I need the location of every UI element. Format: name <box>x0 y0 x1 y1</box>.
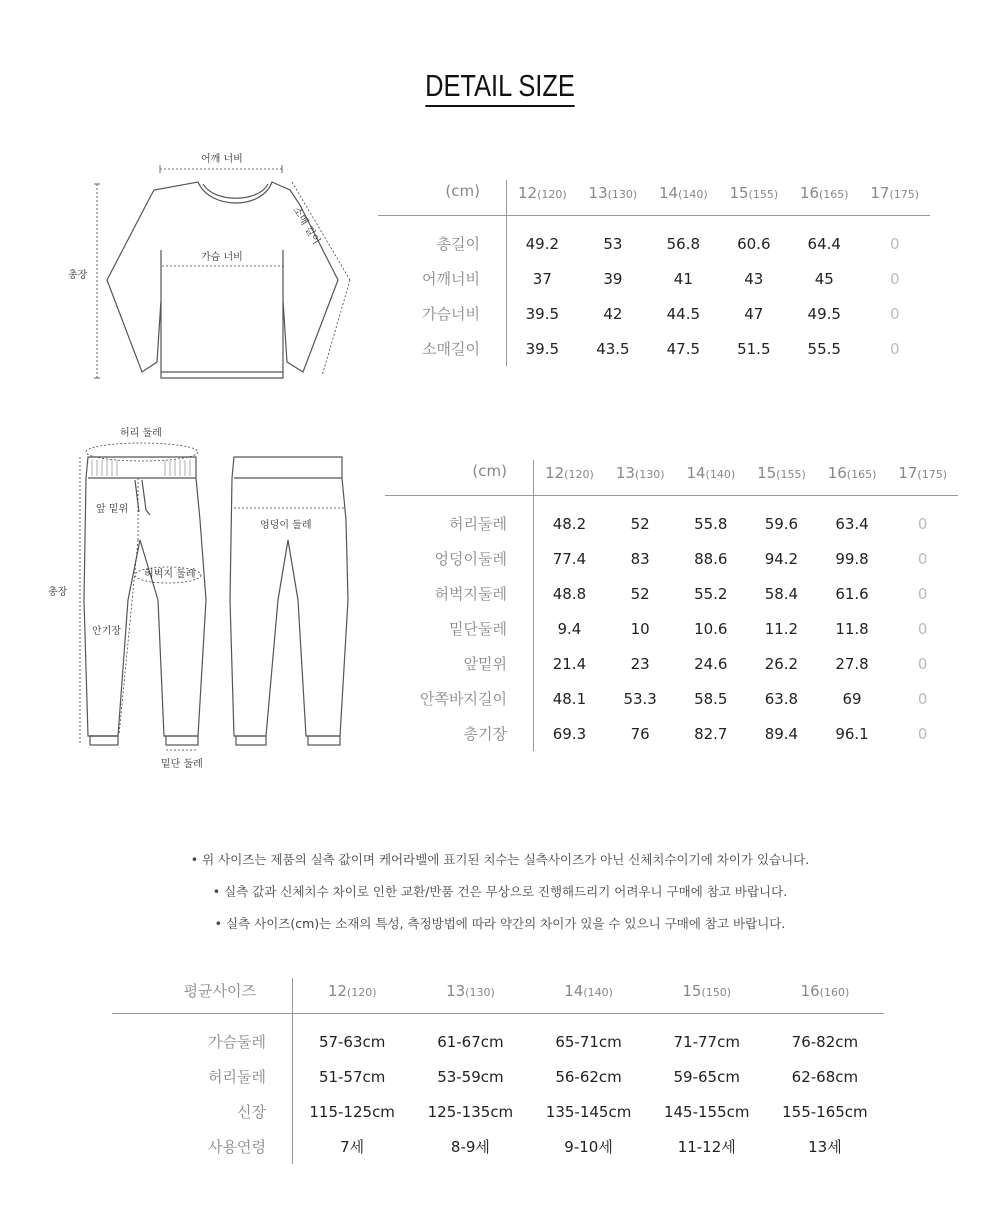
header-row <box>112 978 884 1014</box>
size-header <box>648 180 718 216</box>
size-age: (160) <box>819 986 850 999</box>
size-number: 13 <box>615 464 635 482</box>
size-age: (175) <box>917 468 948 481</box>
cell-value: 47 <box>744 304 764 323</box>
size-header <box>530 978 648 1014</box>
cell-value: 89.4 <box>764 724 799 743</box>
empty-value: 0 <box>889 339 900 358</box>
cell-value: 115-125cm <box>309 1102 395 1121</box>
note-item: • 실측 사이즈(cm)는 소재의 특성, 측정방법에 따라 약간의 차이가 있을 수 있으니 구매에 참고 바랍니다. <box>214 916 786 931</box>
cell-value: 24.6 <box>694 654 728 673</box>
size-header <box>534 460 605 496</box>
note-item: • 실측 값과 신체치수 차이로 인한 교환/반품 건은 무상으로 진행해드리기 어려우니 구매에 참고 바랍니다. <box>212 884 788 899</box>
cell-value: 76-82cm <box>791 1032 859 1051</box>
row-label: 가슴너비 <box>378 296 507 331</box>
cell-value: 56-62cm <box>555 1067 622 1086</box>
cell-value: 69 <box>842 689 862 708</box>
shoulder-width-label: 어깨 너비 <box>201 154 243 165</box>
cell-value: 39 <box>603 269 623 288</box>
size-age: (175) <box>889 188 920 201</box>
waist-label: 허리 둘레 <box>120 428 162 439</box>
row-label: 허리둘레 <box>385 496 534 542</box>
cell-value: 41 <box>673 269 693 288</box>
cell-value: 62-68cm <box>791 1067 859 1086</box>
size-number: 14 <box>686 464 706 482</box>
cell-value: 48.2 <box>552 514 587 533</box>
row-label: 앞밑위 <box>385 646 534 681</box>
cell-value: 88.6 <box>694 549 728 568</box>
cell-value: 43 <box>744 269 764 288</box>
size-age: (155) <box>776 468 806 481</box>
size-number: 16 <box>800 982 820 1000</box>
cell-value: 39.5 <box>525 304 560 323</box>
cell-value: 64.4 <box>807 234 841 253</box>
size-number: 12 <box>517 184 538 202</box>
size-header <box>746 460 817 496</box>
pants-back-illustration <box>230 457 348 745</box>
cell-value: 21.4 <box>552 654 587 673</box>
empty-value: 0 <box>889 234 900 253</box>
size-age: (120) <box>346 986 377 999</box>
front-rise-label: 앞 밑위 <box>96 504 129 515</box>
cell-value: 61.6 <box>835 584 869 603</box>
row-label: 총길이 <box>378 216 507 262</box>
size-age: (130) <box>634 468 665 481</box>
cell-value: 11.2 <box>764 619 799 638</box>
cell-value: 42 <box>603 304 623 323</box>
row-label: 안쪽바지길이 <box>385 681 534 716</box>
table-row <box>385 541 958 576</box>
size-number: 16 <box>827 464 847 482</box>
size-number: 17 <box>870 184 890 202</box>
cell-value: 8-9세 <box>450 1138 490 1156</box>
row-label: 가슴둘레 <box>112 1014 293 1060</box>
cell-value: 44.5 <box>666 304 701 323</box>
size-header <box>859 180 930 216</box>
top-size-table <box>378 180 930 366</box>
table-row <box>378 331 930 366</box>
cell-value: 11.8 <box>835 619 869 638</box>
size-header <box>789 180 859 216</box>
inseam-label: 안기장 <box>92 626 121 637</box>
cell-value: 94.2 <box>764 549 799 568</box>
cell-value: 27.8 <box>835 654 869 673</box>
cell-value: 23 <box>630 654 650 673</box>
empty-value: 0 <box>917 654 928 673</box>
sleeve-length-label: 소매 길이 <box>290 205 322 247</box>
cell-value: 7세 <box>340 1138 365 1156</box>
cell-value: 145-155cm <box>663 1102 750 1121</box>
size-number: 13 <box>446 982 466 1000</box>
cell-value: 65-71cm <box>555 1032 622 1051</box>
size-age: (140) <box>705 468 736 481</box>
hem-label: 밑단 둘레 <box>161 759 203 770</box>
unit-header: 평균사이즈 <box>112 978 293 1014</box>
table-row <box>378 261 930 296</box>
cell-value: 10.6 <box>694 619 728 638</box>
size-age: (120) <box>564 468 594 481</box>
cell-value: 155-165cm <box>782 1102 868 1121</box>
cell-value: 55.8 <box>694 514 728 533</box>
cell-value: 76 <box>630 724 650 743</box>
cell-value: 82.7 <box>694 724 728 743</box>
row-label: 사용연령 <box>112 1129 293 1164</box>
table-row <box>385 496 958 542</box>
cell-value: 49.2 <box>525 234 560 253</box>
cell-value: 9-10세 <box>564 1138 613 1156</box>
cell-value: 52 <box>630 584 650 603</box>
shirt-measure-ticks <box>94 165 282 378</box>
cell-value: 99.8 <box>835 549 869 568</box>
note-item: • 위 사이즈는 제품의 실측 값이며 케어라벨에 표기된 치수는 실측사이즈가 아닌 신체치수이기에 차이가 있습니다. <box>190 852 810 867</box>
table-row <box>385 576 958 611</box>
average-size-table <box>112 978 884 1164</box>
unit-header: (cm) <box>385 460 534 496</box>
table-row <box>385 716 958 751</box>
chest-width-label: 가슴 너비 <box>201 252 243 263</box>
cell-value: 59-65cm <box>673 1067 740 1086</box>
table-row <box>378 216 930 262</box>
empty-value: 0 <box>889 304 900 323</box>
cell-value: 11-12세 <box>677 1138 736 1156</box>
page-title: DETAIL SIZE <box>90 68 910 104</box>
empty-value: 0 <box>917 724 928 743</box>
size-header <box>411 978 529 1014</box>
size-header <box>648 978 766 1014</box>
size-header <box>605 460 676 496</box>
shirt-length-label: 총장 <box>68 270 88 281</box>
size-age: (130) <box>465 986 495 999</box>
size-number: 12 <box>545 464 565 482</box>
cell-value: 51.5 <box>737 339 771 358</box>
cell-value: 52 <box>630 514 650 533</box>
cell-value: 58.4 <box>764 584 799 603</box>
cell-value: 37 <box>532 269 552 288</box>
pants-size-table <box>385 460 958 751</box>
cell-value: 55.5 <box>807 339 841 358</box>
size-header <box>719 180 789 216</box>
empty-value: 0 <box>917 514 928 533</box>
table-row <box>385 681 958 716</box>
cell-value: 63.4 <box>835 514 869 533</box>
cell-value: 13세 <box>808 1138 842 1156</box>
cell-value: 71-77cm <box>673 1032 740 1051</box>
cell-value: 59.6 <box>764 514 799 533</box>
size-number: 17 <box>898 464 918 482</box>
size-header <box>887 460 958 496</box>
cell-value: 45 <box>814 269 834 288</box>
size-age: (165) <box>819 188 849 201</box>
cell-value: 63.8 <box>764 689 799 708</box>
size-header <box>507 180 578 216</box>
cell-value: 56.8 <box>666 234 701 253</box>
empty-value: 0 <box>917 689 928 708</box>
cell-value: 125-135cm <box>427 1102 514 1121</box>
row-label: 밑단둘레 <box>385 611 534 646</box>
row-label: 총기장 <box>385 716 534 751</box>
size-age: (130) <box>607 188 638 201</box>
cell-value: 49.5 <box>807 304 841 323</box>
cell-value: 48.8 <box>552 584 587 603</box>
cell-value: 55.2 <box>694 584 728 603</box>
size-number: 14 <box>564 982 584 1000</box>
table-row <box>112 1014 884 1060</box>
size-age: (140) <box>678 188 708 201</box>
size-number: 13 <box>588 184 608 202</box>
size-number: 14 <box>659 184 679 202</box>
size-age: (165) <box>846 468 877 481</box>
size-header <box>766 978 884 1014</box>
cell-value: 47.5 <box>666 339 701 358</box>
table-row <box>385 646 958 681</box>
size-age: (140) <box>583 986 613 999</box>
table-row <box>378 296 930 331</box>
size-header <box>817 460 888 496</box>
cell-value: 51-57cm <box>318 1067 386 1086</box>
size-notes <box>0 850 1000 946</box>
table-row <box>112 1094 884 1129</box>
size-number: 15 <box>729 184 749 202</box>
cell-value: 57-63cm <box>318 1032 386 1051</box>
cell-value: 53-59cm <box>437 1067 504 1086</box>
size-header <box>578 180 648 216</box>
cell-value: 83 <box>630 549 650 568</box>
cell-value: 77.4 <box>552 549 587 568</box>
table-row <box>112 1129 884 1164</box>
header-row <box>385 460 958 496</box>
size-header <box>293 978 412 1014</box>
cell-value: 43.5 <box>596 339 630 358</box>
cell-value: 61-67cm <box>437 1032 504 1051</box>
cell-value: 39.5 <box>525 339 560 358</box>
unit-header: (cm) <box>378 180 507 216</box>
cell-value: 9.4 <box>557 619 582 638</box>
cell-value: 60.6 <box>737 234 771 253</box>
cell-value: 53.3 <box>623 689 657 708</box>
row-label: 허벅지둘레 <box>385 576 534 611</box>
empty-value: 0 <box>917 584 928 603</box>
header-row <box>378 180 930 216</box>
cell-value: 69.3 <box>552 724 587 743</box>
size-number: 16 <box>799 184 819 202</box>
cell-value: 26.2 <box>764 654 799 673</box>
thigh-label: 허벅지 둘레 <box>144 569 196 580</box>
size-header <box>675 460 746 496</box>
row-label: 어깨너비 <box>378 261 507 296</box>
empty-value: 0 <box>917 619 928 638</box>
empty-value: 0 <box>917 549 928 568</box>
table-row <box>112 1059 884 1094</box>
row-label: 허리둘레 <box>112 1059 293 1094</box>
row-label: 소매길이 <box>378 331 507 366</box>
row-label: 엉덩이둘레 <box>385 541 534 576</box>
pants-length-label: 총장 <box>48 587 68 598</box>
size-number: 15 <box>682 982 702 1000</box>
row-label: 신장 <box>112 1094 293 1129</box>
cell-value: 53 <box>603 234 623 253</box>
size-age: (155) <box>748 188 779 201</box>
size-age: (120) <box>537 188 567 201</box>
size-number: 15 <box>757 464 777 482</box>
cell-value: 48.1 <box>552 689 587 708</box>
cell-value: 135-145cm <box>545 1102 632 1121</box>
hip-label: 엉덩이 둘레 <box>260 520 312 531</box>
table-row <box>385 611 958 646</box>
size-number: 12 <box>327 982 347 1000</box>
cell-value: 58.5 <box>694 689 728 708</box>
cell-value: 96.1 <box>835 724 869 743</box>
size-age: (150) <box>701 986 732 999</box>
empty-value: 0 <box>889 269 900 288</box>
cell-value: 10 <box>630 619 650 638</box>
